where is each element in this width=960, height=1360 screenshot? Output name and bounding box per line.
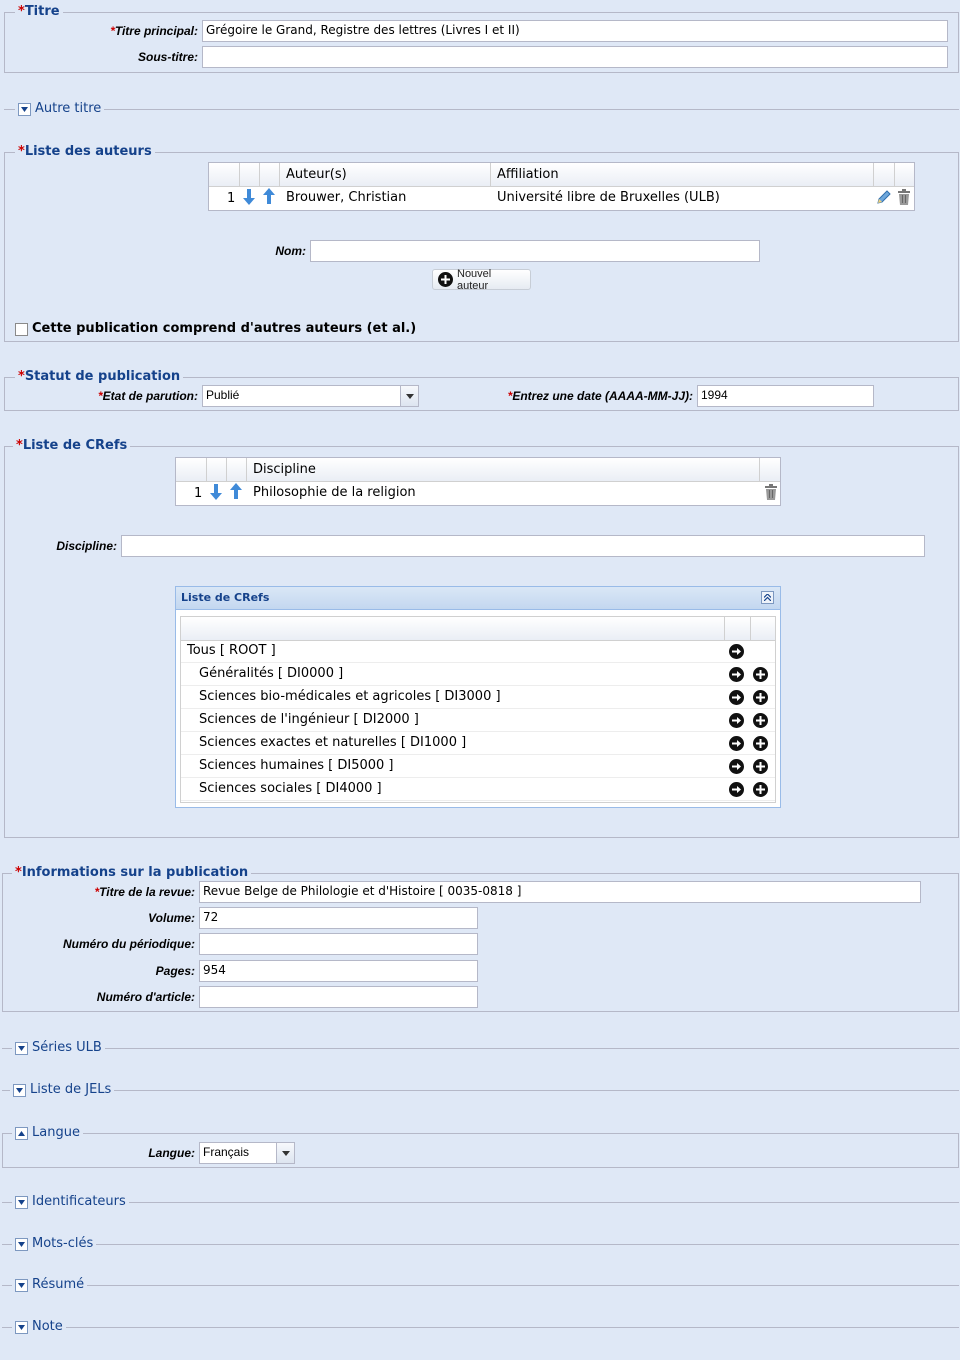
expand-icon bbox=[15, 1196, 28, 1209]
edit-pencil-icon[interactable] bbox=[876, 189, 892, 208]
etat-value: Publié bbox=[206, 388, 240, 402]
add-plus-icon[interactable] bbox=[753, 782, 768, 797]
navigate-arrow-icon[interactable] bbox=[729, 713, 744, 728]
col-edit bbox=[874, 163, 895, 186]
langue-value: Français bbox=[203, 1145, 250, 1159]
revue-input[interactable]: Revue Belge de Philologie et d'Histoire [ 0035-0818 ] bbox=[199, 881, 921, 903]
tree-node[interactable] bbox=[181, 663, 775, 686]
pages-label: Pages: bbox=[155, 964, 195, 978]
collapse-icon bbox=[15, 1127, 28, 1140]
identificateurs-line bbox=[2, 1202, 959, 1203]
titre-principal-label: *Titre principal: bbox=[110, 24, 198, 38]
table-row bbox=[176, 482, 780, 505]
series-legend: Séries ULB bbox=[32, 1040, 102, 1055]
crefs-panel-title: Liste de CRefs bbox=[181, 591, 270, 604]
tree-col-divider bbox=[750, 617, 751, 640]
trash-icon[interactable] bbox=[764, 484, 778, 503]
article-label: Numéro d'article: bbox=[96, 990, 195, 1004]
expand-icon bbox=[18, 103, 31, 116]
volume-label: Volume: bbox=[148, 911, 195, 925]
crefs-grid-header bbox=[176, 458, 780, 482]
note-toggle[interactable] bbox=[12, 1319, 66, 1335]
resume-line bbox=[2, 1285, 959, 1286]
autre-titre-toggle[interactable] bbox=[15, 101, 104, 117]
titre-legend: *Titre bbox=[15, 4, 63, 20]
crefs-legend: *Liste de CRefs bbox=[13, 438, 130, 454]
nouvel-auteur-label: Nouvel auteur bbox=[457, 267, 492, 292]
series-toggle[interactable] bbox=[12, 1040, 105, 1056]
article-input[interactable] bbox=[199, 986, 478, 1008]
statut-legend: *Statut de publication bbox=[15, 369, 183, 385]
tree-node-label: Sciences sociales [ DI4000 ] bbox=[199, 781, 382, 796]
tree-node-label: Sciences bio-médicales et agricoles [ DI3000 ] bbox=[199, 689, 501, 704]
crefs-grid bbox=[175, 457, 781, 506]
move-up-icon[interactable] bbox=[229, 483, 243, 502]
nouvel-auteur-button[interactable] bbox=[432, 269, 531, 290]
resume-toggle[interactable] bbox=[12, 1277, 87, 1293]
sous-titre-label: Sous-titre: bbox=[138, 50, 198, 64]
move-up-icon[interactable] bbox=[262, 188, 276, 207]
nom-input[interactable] bbox=[310, 240, 760, 262]
autre-titre-legend: Autre titre bbox=[35, 101, 102, 116]
volume-input[interactable]: 72 bbox=[199, 907, 478, 929]
add-plus-icon[interactable] bbox=[753, 759, 768, 774]
col-auteur[interactable]: Auteur(s) bbox=[280, 163, 491, 186]
revue-label: *Titre de la revue: bbox=[94, 885, 195, 899]
tree-node[interactable] bbox=[181, 709, 775, 732]
navigate-arrow-icon[interactable] bbox=[729, 782, 744, 797]
mots-cles-legend: Mots-clés bbox=[32, 1236, 94, 1251]
col-down bbox=[240, 163, 260, 186]
navigate-arrow-icon[interactable] bbox=[729, 667, 744, 682]
chevron-down-icon[interactable] bbox=[400, 386, 418, 406]
expand-icon bbox=[15, 1321, 28, 1334]
identificateurs-toggle[interactable] bbox=[12, 1194, 129, 1210]
move-down-icon[interactable] bbox=[242, 189, 256, 208]
navigate-arrow-icon[interactable] bbox=[729, 644, 744, 659]
tree-node[interactable] bbox=[181, 778, 775, 801]
navigate-arrow-icon[interactable] bbox=[729, 736, 744, 751]
move-down-icon[interactable] bbox=[209, 484, 223, 503]
info-legend: *Informations sur la publication bbox=[12, 865, 251, 881]
col-delete bbox=[895, 163, 914, 186]
langue-toggle[interactable] bbox=[12, 1125, 83, 1141]
nom-label: Nom: bbox=[275, 244, 306, 258]
et-al-label: Cette publication comprend d'autres auteurs (et al.) bbox=[32, 321, 417, 336]
expand-icon bbox=[15, 1279, 28, 1292]
jels-line bbox=[2, 1090, 959, 1091]
expand-icon bbox=[15, 1238, 28, 1251]
tree-node-label: Sciences exactes et naturelles [ DI1000 ] bbox=[199, 735, 467, 750]
etat-label: *Etat de parution: bbox=[97, 389, 198, 403]
date-label: *Entrez une date (AAAA-MM-JJ): bbox=[507, 389, 693, 403]
navigate-arrow-icon[interactable] bbox=[729, 690, 744, 705]
row-index: 1 bbox=[227, 191, 236, 206]
jels-legend: Liste de JELs bbox=[30, 1082, 112, 1097]
resume-legend: Résumé bbox=[32, 1277, 85, 1292]
tree-node[interactable] bbox=[181, 640, 775, 663]
series-line bbox=[2, 1048, 959, 1049]
col-up bbox=[260, 163, 280, 186]
col-up bbox=[227, 458, 247, 481]
add-plus-icon[interactable] bbox=[753, 690, 768, 705]
numero-label: Numéro du périodique: bbox=[63, 937, 195, 951]
mots-cles-line bbox=[2, 1244, 959, 1245]
plus-icon bbox=[438, 272, 453, 287]
tree-node-label: Généralités [ DI0000 ] bbox=[199, 666, 344, 681]
crefs-panel-header bbox=[176, 587, 780, 610]
pages-input[interactable]: 954 bbox=[199, 960, 478, 982]
tree-col-divider bbox=[724, 617, 725, 640]
add-plus-icon[interactable] bbox=[753, 736, 768, 751]
note-line bbox=[2, 1327, 959, 1328]
tree-node[interactable] bbox=[181, 732, 775, 755]
et-al-checkbox[interactable] bbox=[15, 323, 28, 336]
crefs-tree-header bbox=[181, 617, 775, 641]
discipline-input[interactable] bbox=[121, 535, 925, 557]
etat-select[interactable] bbox=[202, 385, 419, 407]
crefs-tree bbox=[180, 616, 776, 803]
tree-node[interactable] bbox=[181, 686, 775, 709]
autre-titre-line bbox=[4, 109, 959, 110]
col-affiliation[interactable]: Affiliation bbox=[491, 163, 874, 186]
tree-node-label: Sciences humaines [ DI5000 ] bbox=[199, 758, 394, 773]
discipline-cell: Philosophie de la religion bbox=[253, 485, 416, 500]
auteur-cell: Brouwer, Christian bbox=[286, 190, 407, 205]
chevron-down-icon[interactable] bbox=[276, 1143, 294, 1163]
row-index: 1 bbox=[194, 486, 203, 501]
langue-legend: Langue bbox=[32, 1125, 80, 1140]
auteurs-legend: *Liste des auteurs bbox=[15, 144, 155, 160]
collapse-icon[interactable] bbox=[761, 591, 774, 604]
auteurs-grid bbox=[208, 162, 915, 211]
note-legend: Note bbox=[32, 1319, 63, 1334]
affiliation-cell: Université libre de Bruxelles (ULB) bbox=[497, 190, 720, 205]
langue-label: Langue: bbox=[148, 1146, 195, 1160]
crefs-tree-panel bbox=[175, 586, 781, 808]
expand-icon bbox=[13, 1084, 26, 1097]
col-index bbox=[176, 458, 207, 481]
identificateurs-legend: Identificateurs bbox=[32, 1194, 126, 1209]
numero-input[interactable] bbox=[199, 933, 478, 955]
tree-node-label: Tous [ ROOT ] bbox=[187, 643, 276, 658]
sous-titre-input[interactable] bbox=[202, 46, 948, 68]
trash-icon[interactable] bbox=[897, 189, 911, 208]
add-plus-icon[interactable] bbox=[753, 667, 768, 682]
discipline-label: Discipline: bbox=[56, 539, 117, 553]
tree-node-label: Sciences de l'ingénieur [ DI2000 ] bbox=[199, 712, 419, 727]
col-down bbox=[207, 458, 227, 481]
expand-icon bbox=[15, 1042, 28, 1055]
tree-node[interactable] bbox=[181, 755, 775, 778]
langue-select[interactable] bbox=[199, 1142, 295, 1164]
titre-principal-input[interactable]: Grégoire le Grand, Registre des lettres (Livres I et II) bbox=[202, 20, 948, 42]
table-row bbox=[209, 187, 914, 210]
jels-toggle[interactable] bbox=[10, 1082, 114, 1098]
navigate-arrow-icon[interactable] bbox=[729, 759, 744, 774]
auteurs-grid-header bbox=[209, 163, 914, 187]
date-input[interactable]: 1994 bbox=[697, 385, 874, 407]
col-index bbox=[209, 163, 240, 186]
col-discipline[interactable]: Discipline bbox=[247, 458, 760, 481]
add-plus-icon[interactable] bbox=[753, 713, 768, 728]
mots-cles-toggle[interactable] bbox=[12, 1236, 96, 1252]
col-delete bbox=[760, 458, 780, 481]
